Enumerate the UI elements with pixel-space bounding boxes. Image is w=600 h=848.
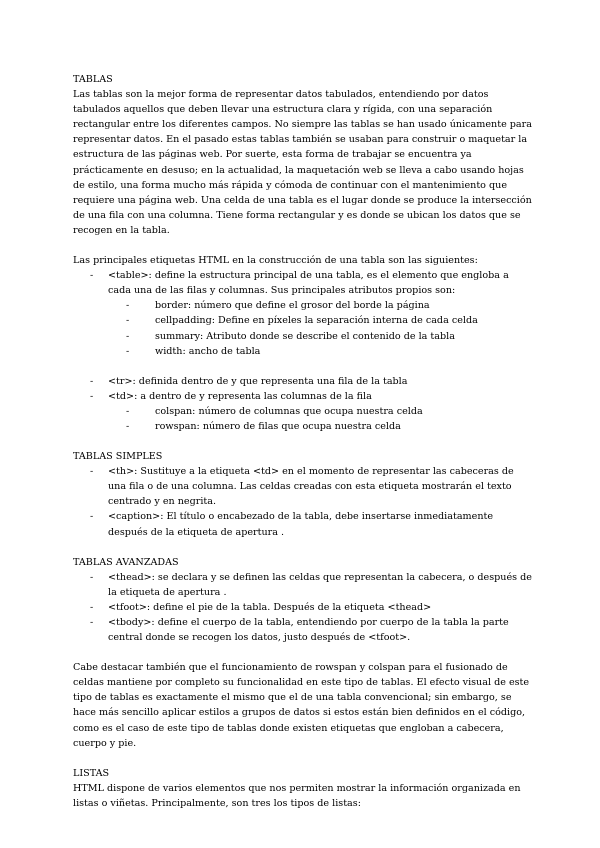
paragraph: HTML dispone de varios elementos que nos permiten mostrar la información organizada en listas o viñetas. Principalmente, son tres los tipos de listas:: [73, 782, 521, 809]
list-item: [73, 268, 533, 359]
list-item: [73, 389, 533, 434]
section-title: TABLAS: [73, 74, 113, 85]
tag-list: [73, 268, 533, 359]
list-item: - <th>: Sustituye a la etiqueta <td> en el momento de representar las cabeceras de una fila o de una columna. Las celdas creadas con esta etiqueta mostrarán el texto centrado y en negrita.: [73, 464, 533, 509]
paragraph: Cabe destacar también que el funcionamiento de rowspan y colspan para el fusionado de celdas mantiene por completo su funcionalidad en este tipo de tablas. El efecto visual de este tipo de tablas es exactamente el mismo que el de una tabla convencional; sin embargo, se hace más sencillo aplicar estilos a grupos de datos si estos están bien definidos en el código, como es el caso de este tipo de tablas donde existen etiquetas que engloban a cabecera, cuerpo y pie.: [73, 662, 530, 749]
section-title: TABLAS AVANZADAS: [73, 556, 179, 568]
section-title: TABLAS SIMPLES: [73, 451, 163, 463]
tag-list: [73, 374, 533, 434]
list-item: - border: número que define el grosor del borde la página: [73, 298, 533, 313]
list-item: - cellpadding: Define en píxeles la separación interna de cada celda: [73, 313, 533, 328]
section-title: LISTAS: [73, 767, 110, 779]
section-etiquetas: [73, 253, 533, 434]
paragraph: Las tablas son la mejor forma de representar datos tabulados, entendiendo por datos tabulados aquellos que deben llevar una estructura clara y rígida, con una separación rectangular entre los diferentes campos. No siempre las tablas se han usado únicamente para representar datos. En el pasado estas tablas también se usaban para construir o maquetar la estructura de las páginas web. Por suerte, esta forma de trabajar se encuentra ya prácticamente en desuso; en la actualidad, la maquetación web se lleva a cabo usando hojas de estilo, una forma mucho más rápida y cómoda de continuar con el mantenimiento que requiere una página web. Una celda de una tabla es el lugar donde se produce la intersección de una fila con una columna. Tiene forma rectangular y es donde se ubican los datos que se recogen en la tabla.: [73, 89, 532, 236]
section-tablas-simples: [73, 449, 533, 540]
list-item: - colspan: número de columnas que ocupa nuestra celda: [73, 404, 533, 419]
attribute-list: [108, 404, 533, 434]
paragraph: Las principales etiquetas HTML en la construcción de una tabla son las siguientes:: [73, 255, 478, 267]
list-item-text: <td>: a dentro de y representa las columnas de la fila: [108, 390, 372, 402]
list-item-text: <table>: define la estructura principal de una tabla, es el elemento que engloba a cada una de las filas y columnas. Sus principales atributos propios son:: [108, 270, 509, 297]
list-item: - width: ancho de tabla: [73, 344, 533, 359]
attribute-list: [108, 298, 533, 358]
list-item: - <tr>: definida dentro de y que representa una fila de la tabla: [73, 374, 533, 389]
tag-list: [73, 464, 533, 539]
list-item: - <tfoot>: define el pie de la tabla. Después de la etiqueta <thead>: [73, 600, 533, 615]
section-tablas-avanzadas: [73, 555, 533, 751]
list-item: - summary: Atributo donde se describe el contenido de la tabla: [73, 329, 533, 344]
tag-list: [73, 570, 533, 645]
section-listas: [73, 766, 533, 811]
document-page: [73, 72, 533, 811]
list-item: - <thead>: se declara y se definen las celdas que representan la cabecera, o después de la etiqueta de apertura .: [73, 570, 533, 600]
list-item: - rowspan: número de filas que ocupa nuestra celda: [73, 419, 533, 434]
list-item: - <tbody>: define el cuerpo de la tabla, entendiendo por cuerpo de la tabla la parte central donde se recogen los datos, justo después de <tfoot>.: [73, 615, 533, 645]
section-tablas: [73, 72, 533, 238]
list-item: - <caption>: El título o encabezado de la tabla, debe insertarse inmediatamente después de la etiqueta de apertura .: [73, 509, 533, 539]
